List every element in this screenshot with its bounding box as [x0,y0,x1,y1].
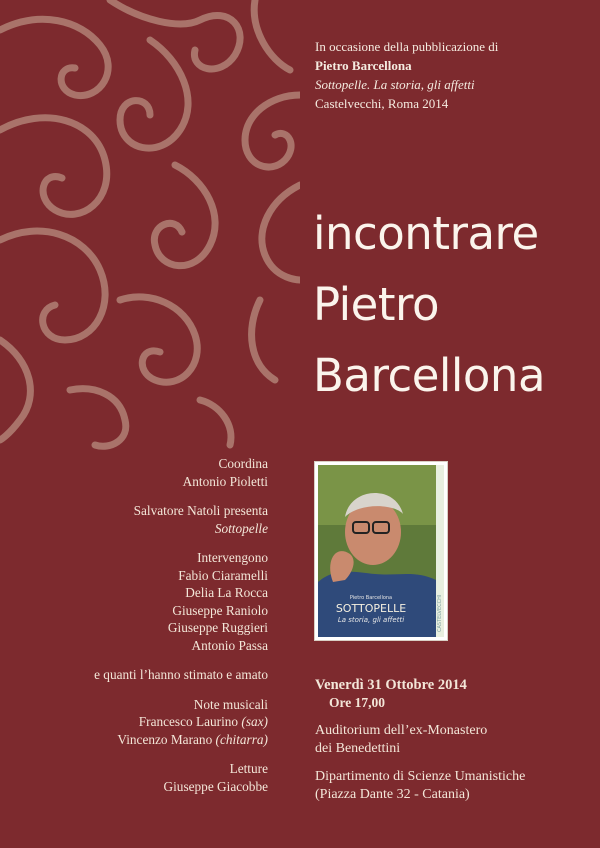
intro-line: In occasione della pubblicazione di [315,39,499,54]
presenta-text: Salvatore Natoli presenta [133,503,268,518]
intro-publisher: Castelvecchi, Roma 2014 [315,96,449,111]
musician [94,731,268,749]
speaker-name: Giuseppe Raniolo [172,602,268,618]
main-title [313,198,545,411]
note-musicali-label: Note musicali [193,696,268,712]
intro-author: Pietro Barcellona [315,58,412,73]
speaker-name: Antonio Passa [191,637,268,653]
swirl-ornament [0,0,300,450]
program-column [94,455,268,807]
venue-line-1: Auditorium dell’ex-Monastero [315,723,488,738]
musician-name: Vincenzo Marano [117,731,213,747]
speaker-name: Delia La Rocca [185,585,268,600]
book-title-text: SOTTOPELLE [335,602,407,615]
musician [94,713,268,731]
musician-name: Francesco Laurino [138,714,239,729]
coordina-label: Coordina [218,456,268,471]
intro-book-title: Sottopelle. La storia, gli affetti [315,77,475,92]
event-details [315,676,525,804]
title-line-3: Barcellona [313,349,546,402]
book-cover-illustration [315,462,447,640]
title-line-1: incontrare [313,207,539,260]
speaker-name: Fabio Ciaramelli [178,567,268,583]
speaker-name: Giuseppe Ruggieri [167,620,268,635]
letture-label: Letture [229,761,268,776]
event-date: Venerdì 31 Ottobre 2014 [315,677,467,693]
intervengono-group [94,549,268,654]
musician-instrument: (chitarra) [215,731,268,747]
event-department [315,768,525,804]
intervengono-label: Intervengono [197,550,268,565]
dept-line-2: (Piazza Dante 32 - Catania) [315,787,470,802]
event-venue [315,722,525,758]
book-subtitle-text: La storia, gli affetti [337,616,405,624]
svg-text:CASTELVECCHI: CASTELVECCHI [437,594,443,632]
coordina-group [94,455,268,490]
book-spine-publisher [437,595,443,632]
venue-line-2: dei Benedettini [315,741,401,756]
musician-instrument: (sax) [241,714,268,729]
intro-block [315,37,498,113]
presenta-book: Sottopelle [214,520,268,536]
letture-group [94,760,268,795]
book-cover-image [315,462,447,640]
book-author-text: Pietro Barcellona [349,595,393,601]
dept-line-1: Dipartimento di Scienze Umanistiche [315,769,526,784]
stimato-line: e quanti l’hanno stimato e amato [94,667,268,682]
event-time: Ore 17,00 [329,695,385,710]
title-line-2: Pietro [313,278,440,331]
coordina-name: Antonio Pioletti [182,473,268,489]
presenta-group [94,502,268,537]
letture-name: Giuseppe Giacobbe [163,778,268,794]
note-musicali-group [94,696,268,749]
